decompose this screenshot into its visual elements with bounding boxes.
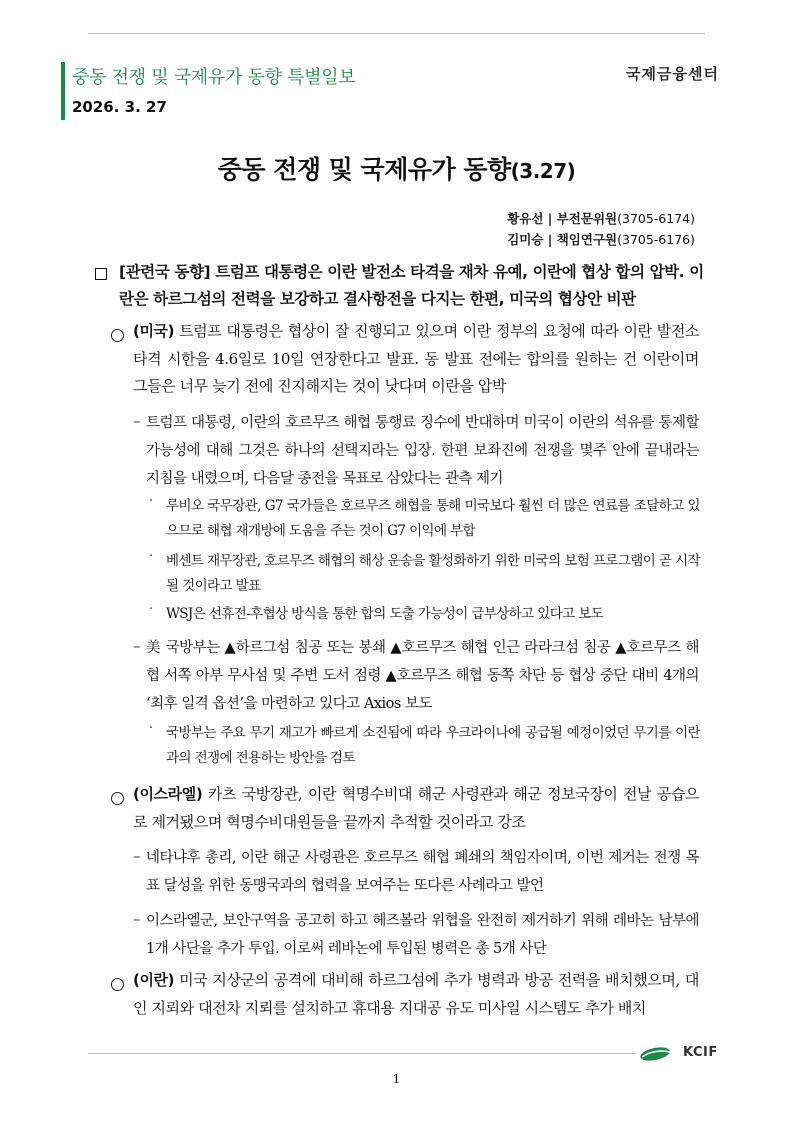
circle-bullet-icon [111,978,124,991]
footer-rule [88,1053,636,1054]
author-line: 황유선 | 부전문위원(3705-6174) [507,211,695,226]
report-series-title: 중동 전쟁 및 국제유가 동향 특별일보 [72,67,356,88]
author-name: 김미승 [507,232,544,247]
author-role: 부전문위원 [556,211,618,226]
header-accent-bar [61,62,65,120]
authors-block [507,208,695,250]
us-sub-3: WSJ은 선휴전-후협상 방식을 통한 합의 도출 가능성이 급부상하고 있다고 보도 [166,606,604,622]
author-phone: (3705-6176) [617,232,695,247]
dot-bullet-icon: · [149,494,154,509]
top-rule [88,33,705,34]
us-detail-2: 美 국방부는 ▲하르그섬 침공 또는 봉쇄 ▲호르무즈 해협 인근 라라크섬 침공 ▲호르무즈 해협 서쪽 아부 무사섬 및 주변 도서 점령 ▲호르무즈 해협 동쪽 차단 등 협상 중단 대비 4개의 ‘최후 일격 옵션’을 마련하고 있다고 Axios 보도 [146,640,699,712]
item-text: 트럼프 대통령은 협상이 잘 진행되고 있으며 이란 정부의 요청에 따라 이란 발전소 타격 시한을 4.6일로 10일 연장한다고 발표. 동 발표 전에는 합의를 원하는 건 이란이며 그들은 너무 늦기 전에 진지해지는 것이 낫다며 이란을 압박 [133,322,699,395]
item-label: (이란) [133,971,175,989]
dash-bullet-icon: – [133,910,141,928]
item-text: 카츠 국방장관, 이란 혁명수비대 해군 사령관과 해군 정보국장이 전날 공습으로 제거됐으며 혁명수비대원들을 끝까지 추적할 것이라고 강조 [133,785,699,831]
item-iran [133,967,699,1022]
organization-name: 국제금융센터 [626,65,719,83]
us-sub-2: 베센트 재무장관, 호르무즈 해협의 해상 운송을 활성화하기 위한 미국의 보험 프로그램이 곧 시작될 것이라고 발표 [166,553,700,594]
dash-bullet-icon: – [133,637,141,655]
us-detail-1: 트럼프 대통령, 이란의 호르무즈 해협 통행료 징수에 반대하며 미국이 이란의 석유를 통제할 가능성에 대해 그것은 하나의 선택지라는 입장. 한편 보좌진에 전쟁을 몇주 안에 끝내라는 지침을 내렸으며, 다음달 종전을 목표로 삼았다는 관측 제기 [146,415,699,487]
item-label: (미국) [133,322,175,340]
item-us [133,318,699,401]
israel-detail-1: 네타냐후 총리, 이란 해군 사령관은 호르무즈 해협 폐쇄의 책임자이며, 이번 제거는 전쟁 목표 달성을 위한 동맹국과의 협력을 보여주는 또다른 사례라고 발언 [146,850,699,894]
kcif-logo-icon [638,1045,672,1063]
page-number: 1 [392,1072,401,1086]
page-title-text: 중동 전쟁 및 국제유가 동향 [217,155,511,184]
dot-bullet-icon: · [149,721,154,736]
item-text: 미국 지상군의 공격에 대비해 하르그섬에 추가 병력과 방공 전력을 배치했으며, 대인 지뢰와 대전차 지뢰를 설치하고 휴대용 지대공 유도 미사일 시스템도 추가 배치 [133,971,699,1017]
dash-bullet-icon: – [133,412,141,430]
author-name: 황유선 [507,211,544,226]
author-line: 김미승 | 책임연구원(3705-6176) [507,232,695,247]
israel-detail-2: 이스라엘군, 보안구역을 공고히 하고 헤즈볼라 위협을 완전히 제거하기 위해 레바논 남부에 1개 사단을 추가 투입. 이로써 레바논에 투입된 병력은 총 5개 사단 [146,913,699,957]
circle-bullet-icon [111,792,124,805]
us-sub-4: 국방부는 주요 무기 재고가 빠르게 소진됨에 따라 우크라이나에 공급될 예정이었던 무기를 이란과의 전쟁에 전용하는 방안을 검토 [166,725,700,766]
author-phone: (3705-6174) [617,211,695,226]
square-bullet-icon [95,268,107,280]
page-title-date: (3.27) [510,159,576,183]
section-headline: [관련국 동향] 트럼프 대통령은 이란 발전소 타격을 재차 유예, 이란에 협상 합의 압박. 이란은 하르그섬의 전력을 보강하고 결사항전을 다지는 한편, 미국의 협상안 비판 [119,263,704,308]
dash-bullet-icon: – [133,847,141,865]
dot-bullet-icon: · [149,549,154,564]
footer-logo-text: KCIF [683,1045,718,1060]
dot-bullet-icon: · [149,602,154,617]
page-title [0,150,793,186]
author-role: 책임연구원 [556,232,618,247]
circle-bullet-icon [111,329,124,342]
item-israel [133,781,699,836]
item-label: (이스라엘) [133,785,203,803]
report-date: 2026. 3. 27 [72,98,167,116]
us-sub-1: 루비오 국무장관, G7 국가들은 호르무즈 해협을 통해 미국보다 훨씬 더 많은 연료를 조달하고 있으므로 해협 재개방에 도움을 주는 것이 G7 이익에 부합 [166,498,700,539]
